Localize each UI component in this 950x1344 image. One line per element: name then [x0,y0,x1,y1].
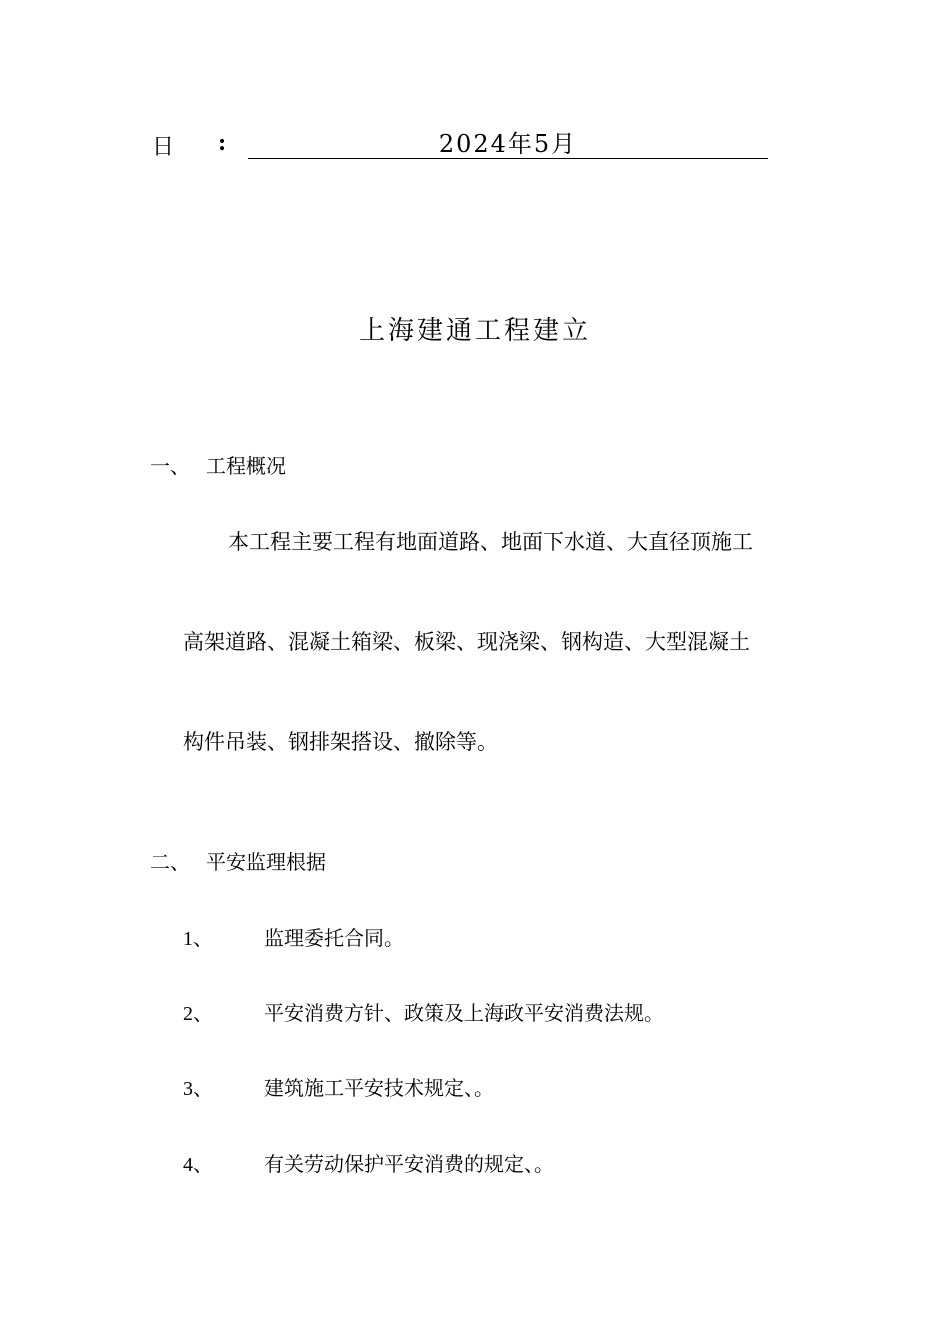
date-colon: : [218,130,227,156]
section-2-number: 二、 [150,850,190,874]
date-value: 2024年5月 [248,124,768,159]
date-label: 日 [152,135,175,160]
list-item-text: 平安消费方针、政策及上海政平安消费法规。 [264,1001,664,1025]
list-item-number: 4、 [183,1154,213,1176]
list-item-number: 3、 [183,1078,213,1100]
list-item-number: 1、 [183,928,213,950]
document-title: 上海建通工程建立 [358,316,591,346]
section-1-line: 构件吊装、钢排架搭设、撤除等。 [183,730,498,754]
section-1-line: 高架道路、混凝土箱梁、板梁、现浇梁、钢构造、大型混凝土 [183,630,750,654]
list-item-text: 建筑施工平安技术规定、。 [264,1076,494,1100]
section-1-number: 一、 [150,454,190,478]
section-1-line: 本工程主要工程有地面道路、地面下水道、大直径顶施工 [228,530,753,554]
section-1-heading: 工程概况 [206,454,286,478]
list-item-text: 有关劳动保护平安消费的规定、。 [264,1152,554,1176]
list-item-text: 监理委托合同。 [264,926,404,950]
list-item-number: 2、 [183,1003,213,1025]
section-2-heading: 平安监理根据 [206,850,326,874]
